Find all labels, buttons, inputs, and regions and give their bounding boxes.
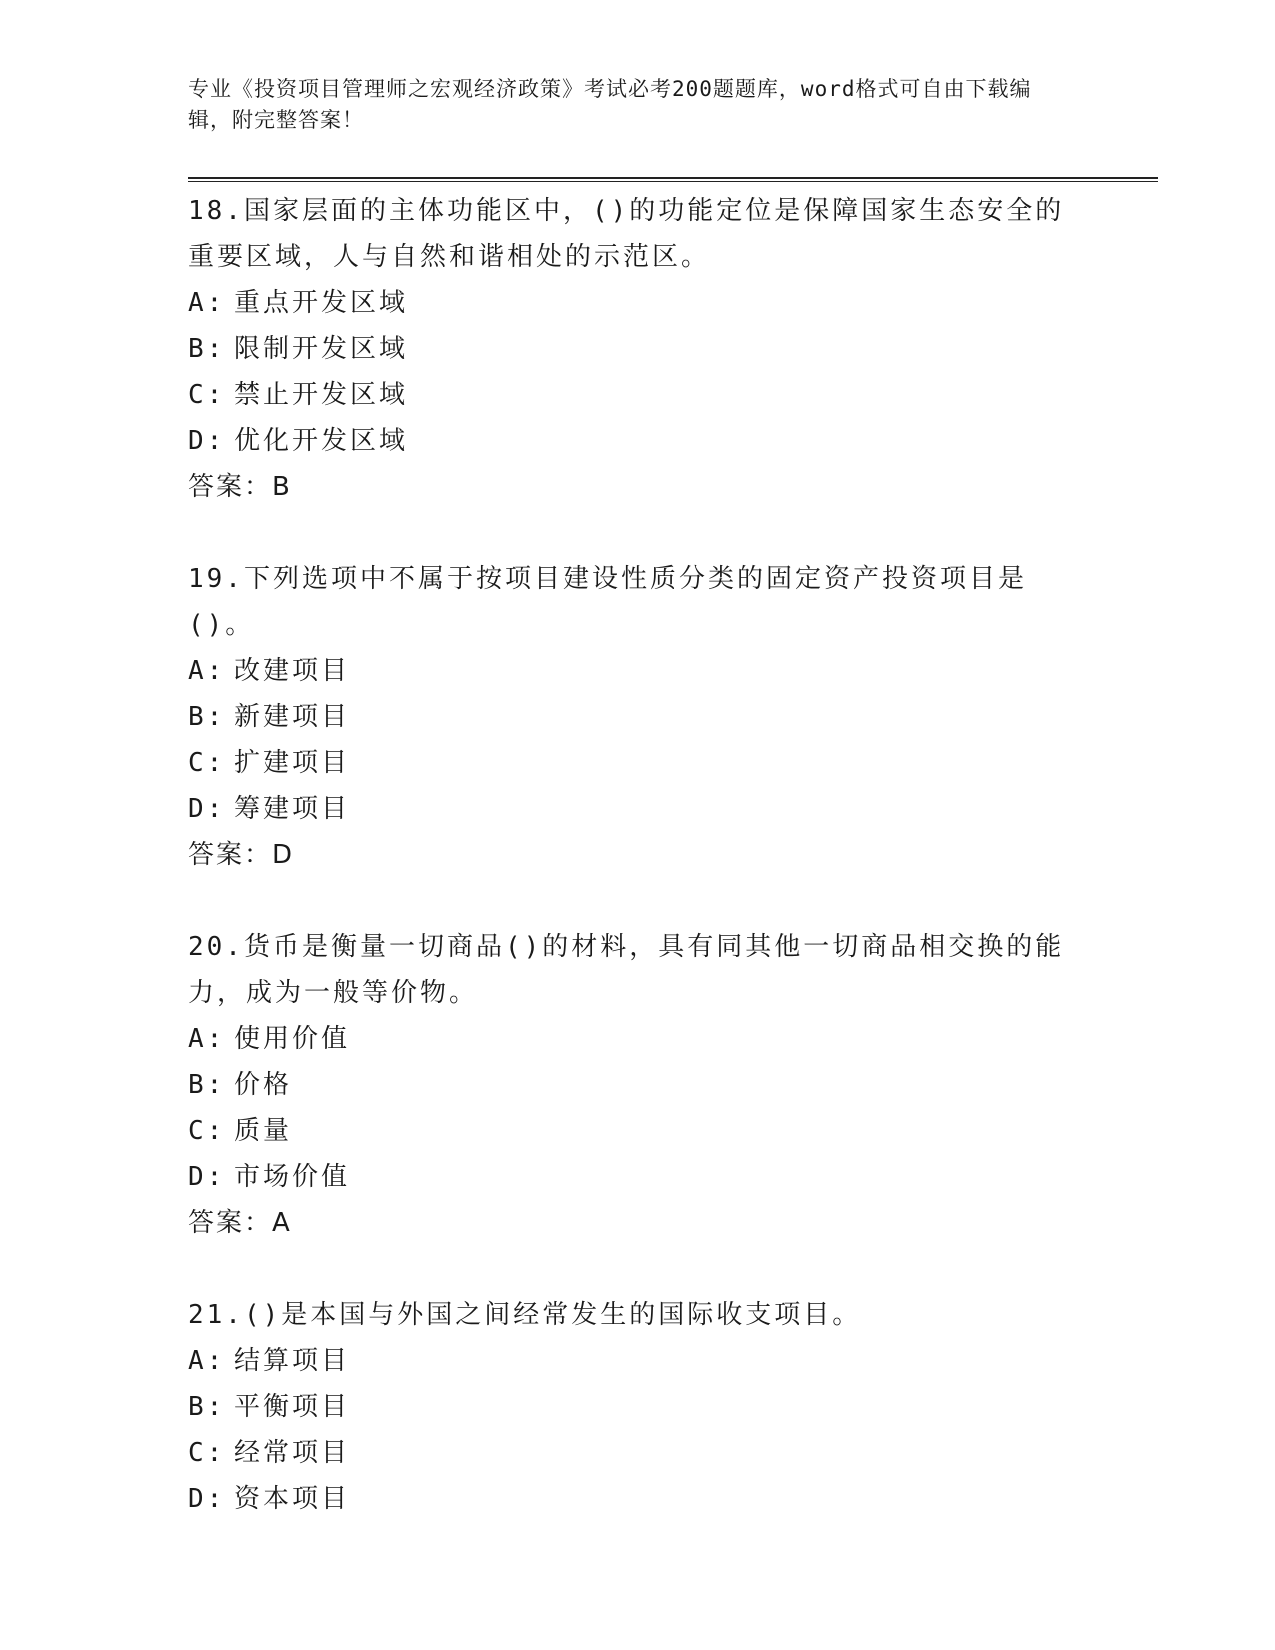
option-a (188, 648, 1088, 694)
question-text: 18.国家层面的主体功能区中，()的功能定位是保障国家生态安全的重要区域，人与自然和谐相处的示范区。 (188, 196, 1065, 272)
option-text: 使用价值 (234, 1024, 351, 1054)
option-a (188, 1338, 1088, 1384)
question-18 (188, 188, 1088, 510)
question-text: 21.()是本国与外国之间经常发生的国际收支项目。 (188, 1300, 862, 1330)
option-text: 禁止开发区域 (234, 380, 409, 410)
question-text: 19.下列选项中不属于按项目建设性质分类的固定资产投资项目是()。 (188, 564, 1027, 640)
option-a (188, 1016, 1088, 1062)
option-letter: C: (188, 1116, 226, 1146)
option-text: 新建项目 (234, 702, 351, 732)
option-letter: C: (188, 1438, 226, 1468)
option-c (188, 1108, 1088, 1154)
answer-line: 答案：A (188, 1208, 292, 1238)
option-letter: A: (188, 288, 226, 318)
question-21 (188, 1292, 1088, 1522)
option-b (188, 1062, 1088, 1108)
option-d (188, 1476, 1088, 1522)
option-d (188, 786, 1088, 832)
option-letter: A: (188, 656, 226, 686)
option-b (188, 326, 1088, 372)
option-c (188, 372, 1088, 418)
option-text: 限制开发区域 (234, 334, 409, 364)
question-20 (188, 924, 1088, 1246)
option-d (188, 418, 1088, 464)
option-c (188, 1430, 1088, 1476)
option-a (188, 280, 1088, 326)
option-letter: D: (188, 426, 226, 456)
option-text: 平衡项目 (234, 1392, 351, 1422)
option-text: 改建项目 (234, 656, 351, 686)
option-text: 市场价值 (234, 1162, 351, 1192)
option-text: 质量 (234, 1116, 293, 1146)
option-b (188, 694, 1088, 740)
answer-line: 答案：D (188, 840, 295, 870)
question-text: 20.货币是衡量一切商品()的材料，具有同其他一切商品相交换的能力，成为一般等价物。 (188, 932, 1065, 1008)
option-text: 优化开发区域 (234, 426, 409, 456)
option-letter: C: (188, 380, 226, 410)
question-list (188, 188, 1088, 1568)
answer-line: 答案：B (188, 472, 292, 502)
option-text: 价格 (234, 1070, 293, 1100)
header-divider (188, 177, 1158, 182)
option-text: 重点开发区域 (234, 288, 409, 318)
option-text: 资本项目 (234, 1484, 351, 1514)
option-text: 经常项目 (234, 1438, 351, 1468)
option-text: 结算项目 (234, 1346, 351, 1376)
option-letter: A: (188, 1346, 226, 1376)
option-d (188, 1154, 1088, 1200)
option-letter: A: (188, 1024, 226, 1054)
option-letter: D: (188, 794, 226, 824)
question-19 (188, 556, 1088, 878)
option-text: 筹建项目 (234, 794, 351, 824)
option-letter: D: (188, 1162, 226, 1192)
option-text: 扩建项目 (234, 748, 351, 778)
option-letter: B: (188, 1070, 226, 1100)
option-letter: B: (188, 702, 226, 732)
option-letter: D: (188, 1484, 226, 1514)
option-letter: B: (188, 334, 226, 364)
option-b (188, 1384, 1088, 1430)
option-letter: C: (188, 748, 226, 778)
option-c (188, 740, 1088, 786)
option-letter: B: (188, 1392, 226, 1422)
document-header: 专业《投资项目管理师之宏观经济政策》考试必考200题题库，word格式可自由下载编辑，附完整答案！ (188, 77, 1032, 132)
